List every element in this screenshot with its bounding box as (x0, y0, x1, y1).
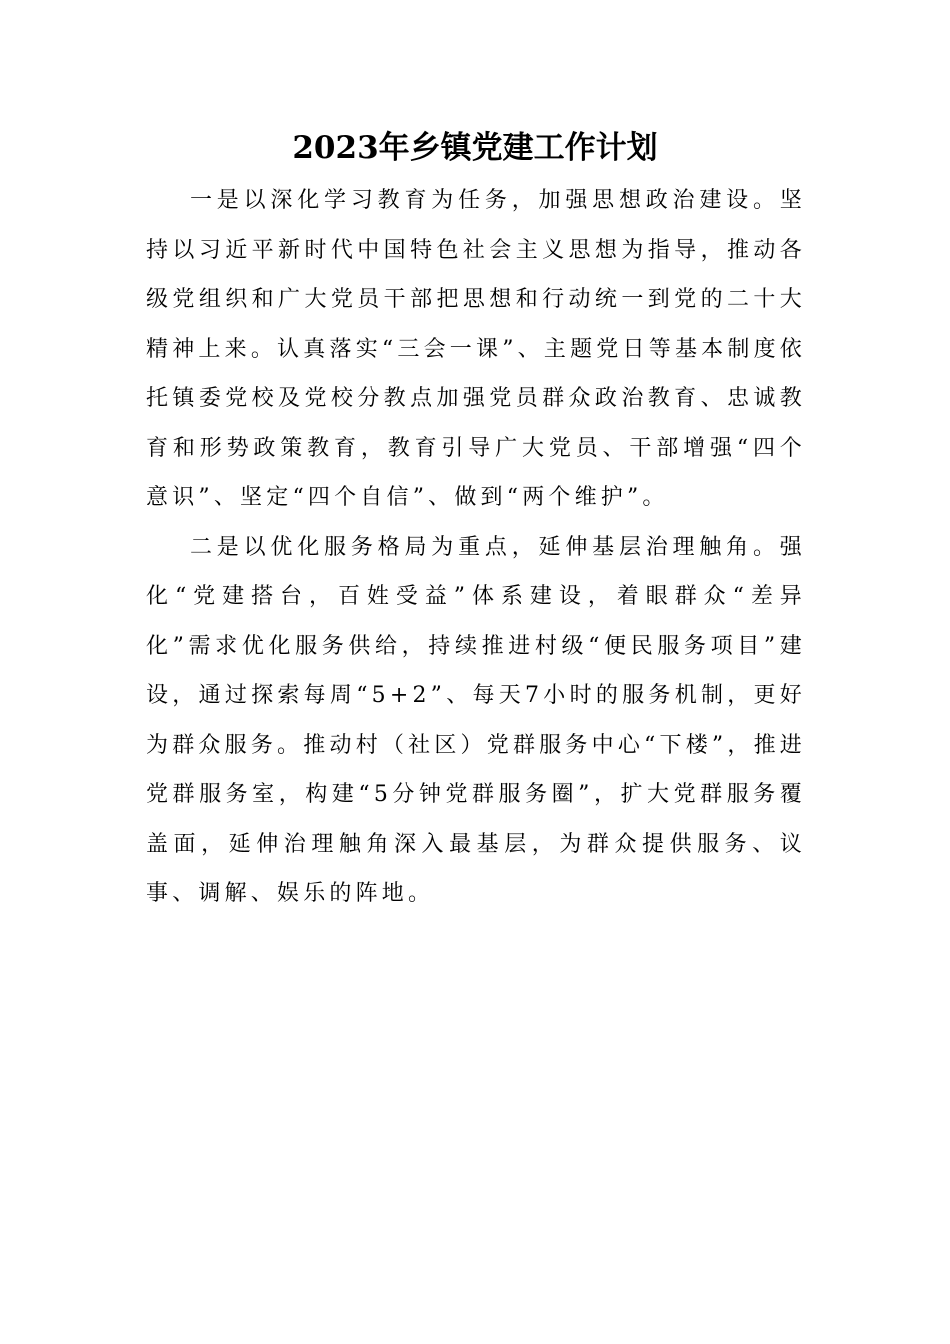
document-body (146, 176, 806, 919)
paragraph-2: 二是以优化服务格局为重点，延伸基层治理触角。强化“党建搭台，百姓受益”体系建设，着眼群众“差异化”需求优化服务供给，持续推进村级“便民服务项目”建设，通过探索每周“5+2”、每天7小时的服务机制，更好为群众服务。推动村（社区）党群服务中心“下楼”，推进党群服务室，构建“5分钟党群服务圈”，扩大党群服务覆盖面，延伸治理触角深入最基层，为群众提供服务、议事、调解、娱乐的阵地。 (146, 534, 806, 906)
document-title: 2023年乡镇党建工作计划 (292, 130, 658, 166)
paragraph-1: 一是以深化学习教育为任务，加强思想政治建设。坚持以习近平新时代中国特色社会主义思想为指导，推动各级党组织和广大党员干部把思想和行动统一到党的二十大精神上来。认真落实“三会一课”、主题党日等基本制度依托镇委党校及党校分教点加强党员群众政治教育、忠诚教育和形势政策教育，教育引导广大党员、干部增强“四个意识”、坚定“四个自信”、做到“两个维护”。 (146, 188, 806, 510)
